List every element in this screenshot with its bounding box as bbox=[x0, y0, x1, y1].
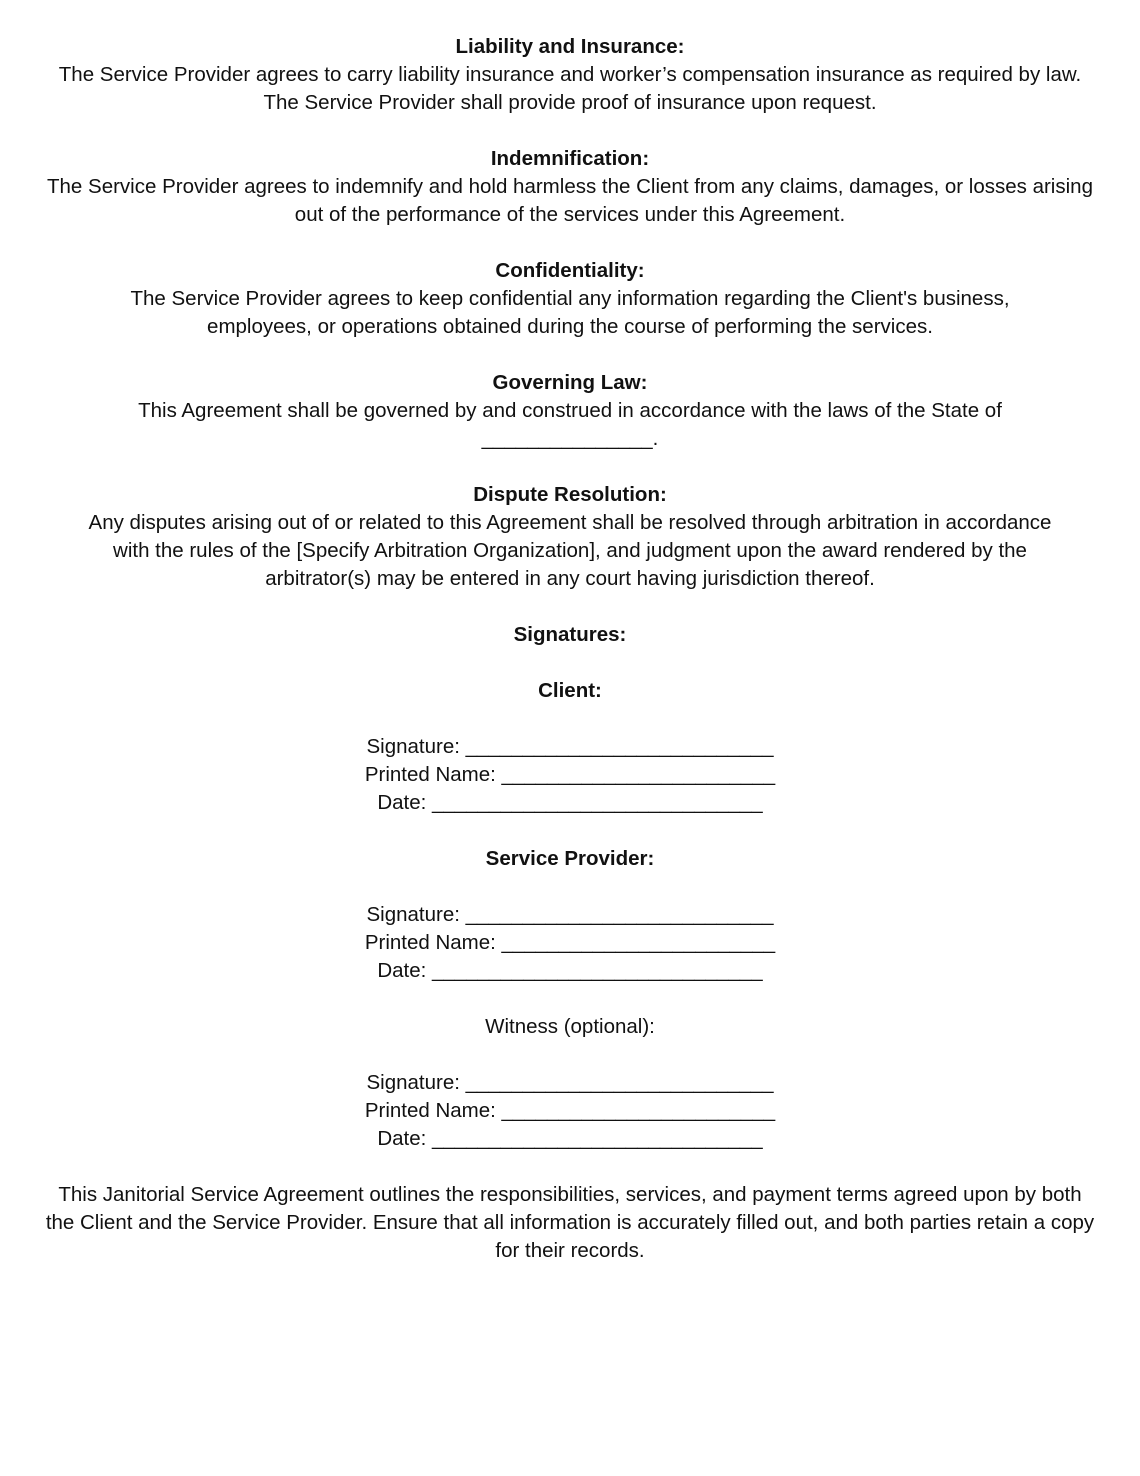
client-signature-block bbox=[0, 733, 1140, 817]
client-printed-name-line: Printed Name: ________________________ bbox=[364, 763, 776, 786]
signatures-section bbox=[0, 621, 1140, 1153]
provider-date-line: Date: _____________________________ bbox=[377, 959, 763, 982]
witness-signature-block bbox=[0, 1069, 1140, 1153]
governing-law-heading: Governing Law: bbox=[492, 371, 648, 394]
indemnification-heading: Indemnification: bbox=[490, 147, 650, 170]
provider-heading: Service Provider: bbox=[485, 847, 655, 870]
witness-signature-line: Signature: ___________________________ bbox=[366, 1071, 774, 1094]
confidentiality-section bbox=[0, 257, 1140, 341]
client-signature-line: Signature: ___________________________ bbox=[366, 735, 774, 758]
witness-printed-name-line: Printed Name: ________________________ bbox=[364, 1099, 776, 1122]
provider-signature-block bbox=[0, 901, 1140, 985]
witness-date-line: Date: _____________________________ bbox=[377, 1127, 763, 1150]
governing-law-line-1: This Agreement shall be governed by and construed in accordance with the laws of the State of bbox=[138, 399, 1002, 422]
confidentiality-heading: Confidentiality: bbox=[495, 259, 645, 282]
governing-law-state-blank: _______________. bbox=[481, 427, 659, 450]
indemnification-body: The Service Provider agrees to indemnify and hold harmless the Client from any claims, damages, or losses arising out of the performance of the services under this Agreement. bbox=[47, 175, 1093, 226]
liability-body: The Service Provider agrees to carry liability insurance and worker’s compensation insurance as required by law. The Service Provider shall provide proof of insurance upon request. bbox=[58, 63, 1082, 114]
client-heading: Client: bbox=[538, 679, 602, 702]
liability-heading: Liability and Insurance: bbox=[455, 35, 685, 58]
witness-heading: Witness (optional): bbox=[485, 1015, 655, 1038]
confidentiality-body: The Service Provider agrees to keep confidential any information regarding the Client's business, employees, or operations obtained during the course of performing the services. bbox=[130, 287, 1010, 338]
signatures-heading: Signatures: bbox=[513, 623, 627, 646]
dispute-resolution-heading: Dispute Resolution: bbox=[473, 483, 667, 506]
provider-signature-line: Signature: ___________________________ bbox=[366, 903, 774, 926]
provider-printed-name-line: Printed Name: ________________________ bbox=[364, 931, 776, 954]
client-date-line: Date: _____________________________ bbox=[377, 791, 763, 814]
liability-section bbox=[0, 33, 1140, 117]
dispute-resolution-body: Any disputes arising out of or related to this Agreement shall be resolved through arbitration in accordance with the rules of the [Specify Arbitration Organization], and judgment upon the award rendered by the arbitrator(s) may be entered in any court having jurisdiction thereof. bbox=[88, 511, 1052, 590]
governing-law-section bbox=[0, 369, 1140, 453]
closing-paragraph: This Janitorial Service Agreement outlines the responsibilities, services, and payment terms agreed upon by both the Client and the Service Provider. Ensure that all information is accurately filled out, and both parties retain a copy for their records. bbox=[45, 1183, 1095, 1262]
dispute-resolution-section bbox=[0, 481, 1140, 593]
indemnification-section bbox=[0, 145, 1140, 229]
governing-law-body bbox=[90, 397, 1050, 453]
